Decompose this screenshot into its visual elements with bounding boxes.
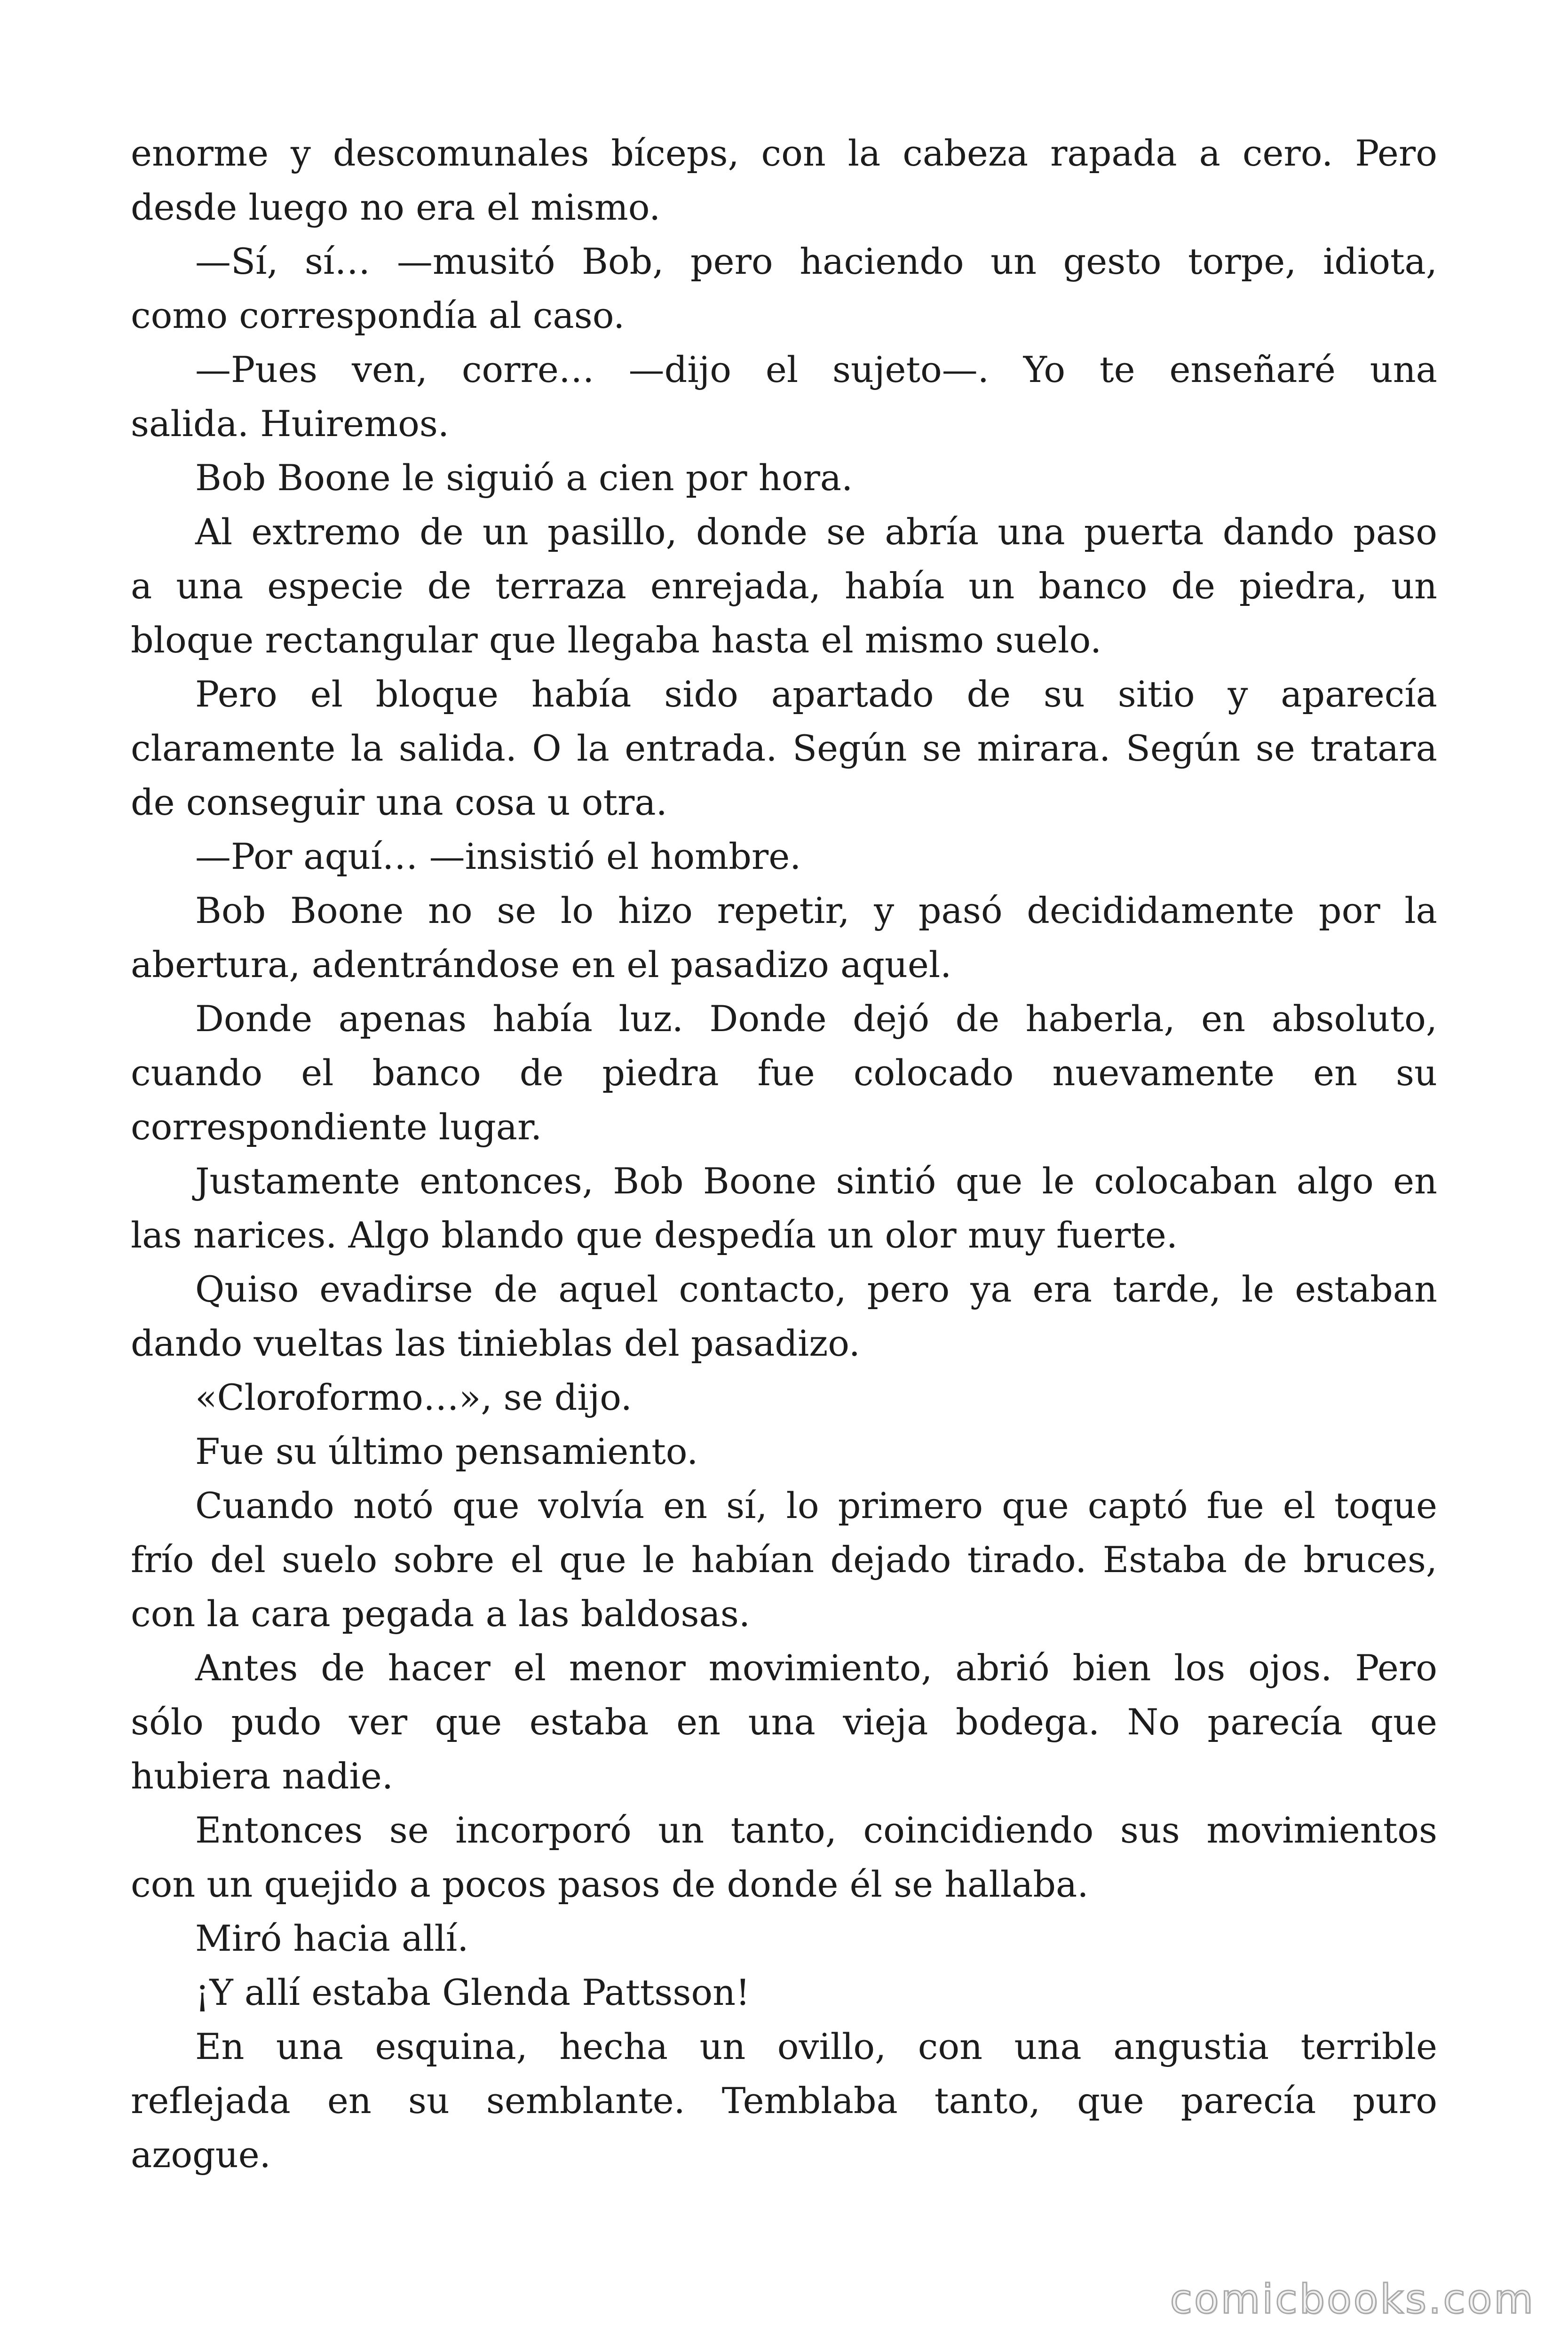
text-line: Miró hacia allí. bbox=[195, 1917, 469, 1959]
text-line: dando vueltas las tinieblas del pasadizo. bbox=[131, 1322, 860, 1364]
text-line: abertura, adentrándose en el pasadizo aquel. bbox=[131, 944, 952, 985]
text-line: Antes de hacer el menor movimiento, abrió bien los ojos. Pero bbox=[195, 1647, 1437, 1689]
paragraph bbox=[131, 1911, 1437, 1965]
text-line: de conseguir una cosa u otra. bbox=[131, 781, 667, 823]
text-line: salida. Huiremos. bbox=[131, 403, 450, 445]
text-line: —Sí, sí… —musitó Bob, pero haciendo un gesto torpe, idiota, bbox=[195, 240, 1437, 282]
paragraph bbox=[131, 1262, 1437, 1370]
text-line: azogue. bbox=[131, 2134, 271, 2176]
text-line: Al extremo de un pasillo, donde se abría una puerta dando paso bbox=[195, 511, 1437, 553]
text-line: En una esquina, hecha un ovillo, con una angustia terrible bbox=[195, 2026, 1437, 2067]
paragraph bbox=[131, 505, 1437, 667]
text-line: Donde apenas había luz. Donde dejó de haberla, en absoluto, bbox=[195, 998, 1437, 1040]
paragraph bbox=[131, 126, 1437, 234]
paragraph bbox=[131, 1803, 1437, 1911]
paragraph bbox=[131, 667, 1437, 829]
text-line: Quiso evadirse de aquel contacto, pero ya era tarde, le estaban bbox=[195, 1268, 1437, 1310]
text-line: Bob Boone le siguió a cien por hora. bbox=[195, 457, 853, 499]
paragraph bbox=[131, 2019, 1437, 2182]
paragraph bbox=[131, 992, 1437, 1154]
text-line: Justamente entonces, Bob Boone sintió que le colocaban algo en bbox=[195, 1160, 1437, 1202]
text-line: Cuando notó que volvía en sí, lo primero que captó fue el toque bbox=[195, 1485, 1437, 1526]
paragraph bbox=[131, 1641, 1437, 1803]
paragraph bbox=[131, 1370, 1437, 1424]
text-line: ¡Y allí estaba Glenda Pattsson! bbox=[195, 1971, 750, 2013]
text-line: a una especie de terraza enrejada, había un banco de piedra, un bbox=[131, 565, 1437, 607]
text-line: «Cloroformo…», se dijo. bbox=[195, 1376, 632, 1418]
text-line: frío del suelo sobre el que le habían dejado tirado. Estaba de bruces, bbox=[131, 1539, 1437, 1581]
text-line: —Por aquí… —insistió el hombre. bbox=[195, 835, 801, 877]
text-line: correspondiente lugar. bbox=[131, 1106, 542, 1148]
text-line: Bob Boone no se lo hizo repetir, y pasó decididamente por la bbox=[195, 890, 1437, 931]
text-line: bloque rectangular que llegaba hasta el mismo suelo. bbox=[131, 619, 1102, 661]
watermark-logo: comicbooks.com bbox=[1170, 2276, 1535, 2323]
paragraph bbox=[131, 1424, 1437, 1478]
paragraph bbox=[131, 883, 1437, 992]
text-line: sólo pudo ver que estaba en una vieja bodega. No parecía que bbox=[131, 1701, 1437, 1743]
paragraph bbox=[131, 1478, 1437, 1641]
text-line: con la cara pegada a las baldosas. bbox=[131, 1593, 750, 1635]
text-line: Entonces se incorporó un tanto, coincidiendo sus movimientos bbox=[195, 1809, 1437, 1851]
text-line: como correspondía al caso. bbox=[131, 294, 625, 336]
text-line: —Pues ven, corre… —dijo el sujeto—. Yo te enseñaré una bbox=[195, 349, 1437, 390]
text-line: Pero el bloque había sido apartado de su sitio y aparecía bbox=[195, 673, 1437, 715]
paragraph bbox=[131, 1965, 1437, 2019]
text-line: hubiera nadie. bbox=[131, 1755, 393, 1797]
paragraph bbox=[131, 1154, 1437, 1262]
paragraph bbox=[131, 829, 1437, 883]
text-line: desde luego no era el mismo. bbox=[131, 186, 661, 228]
body-text bbox=[131, 126, 1437, 2182]
text-line: cuando el banco de piedra fue colocado nuevamente en su bbox=[131, 1052, 1437, 1094]
text-line: las narices. Algo blando que despedía un olor muy fuerte. bbox=[131, 1214, 1178, 1256]
text-line: claramente la salida. O la entrada. Según se mirara. Según se tratara bbox=[131, 727, 1437, 769]
text-line: reflejada en su semblante. Temblaba tanto, que parecía puro bbox=[131, 2080, 1437, 2122]
text-line: enorme y descomunales bíceps, con la cabeza rapada a cero. Pero bbox=[131, 132, 1437, 174]
text-line: Fue su último pensamiento. bbox=[195, 1430, 698, 1472]
paragraph bbox=[131, 451, 1437, 505]
paragraph bbox=[131, 342, 1437, 451]
text-line: con un quejido a pocos pasos de donde él se hallaba. bbox=[131, 1863, 1089, 1905]
paragraph bbox=[131, 234, 1437, 342]
